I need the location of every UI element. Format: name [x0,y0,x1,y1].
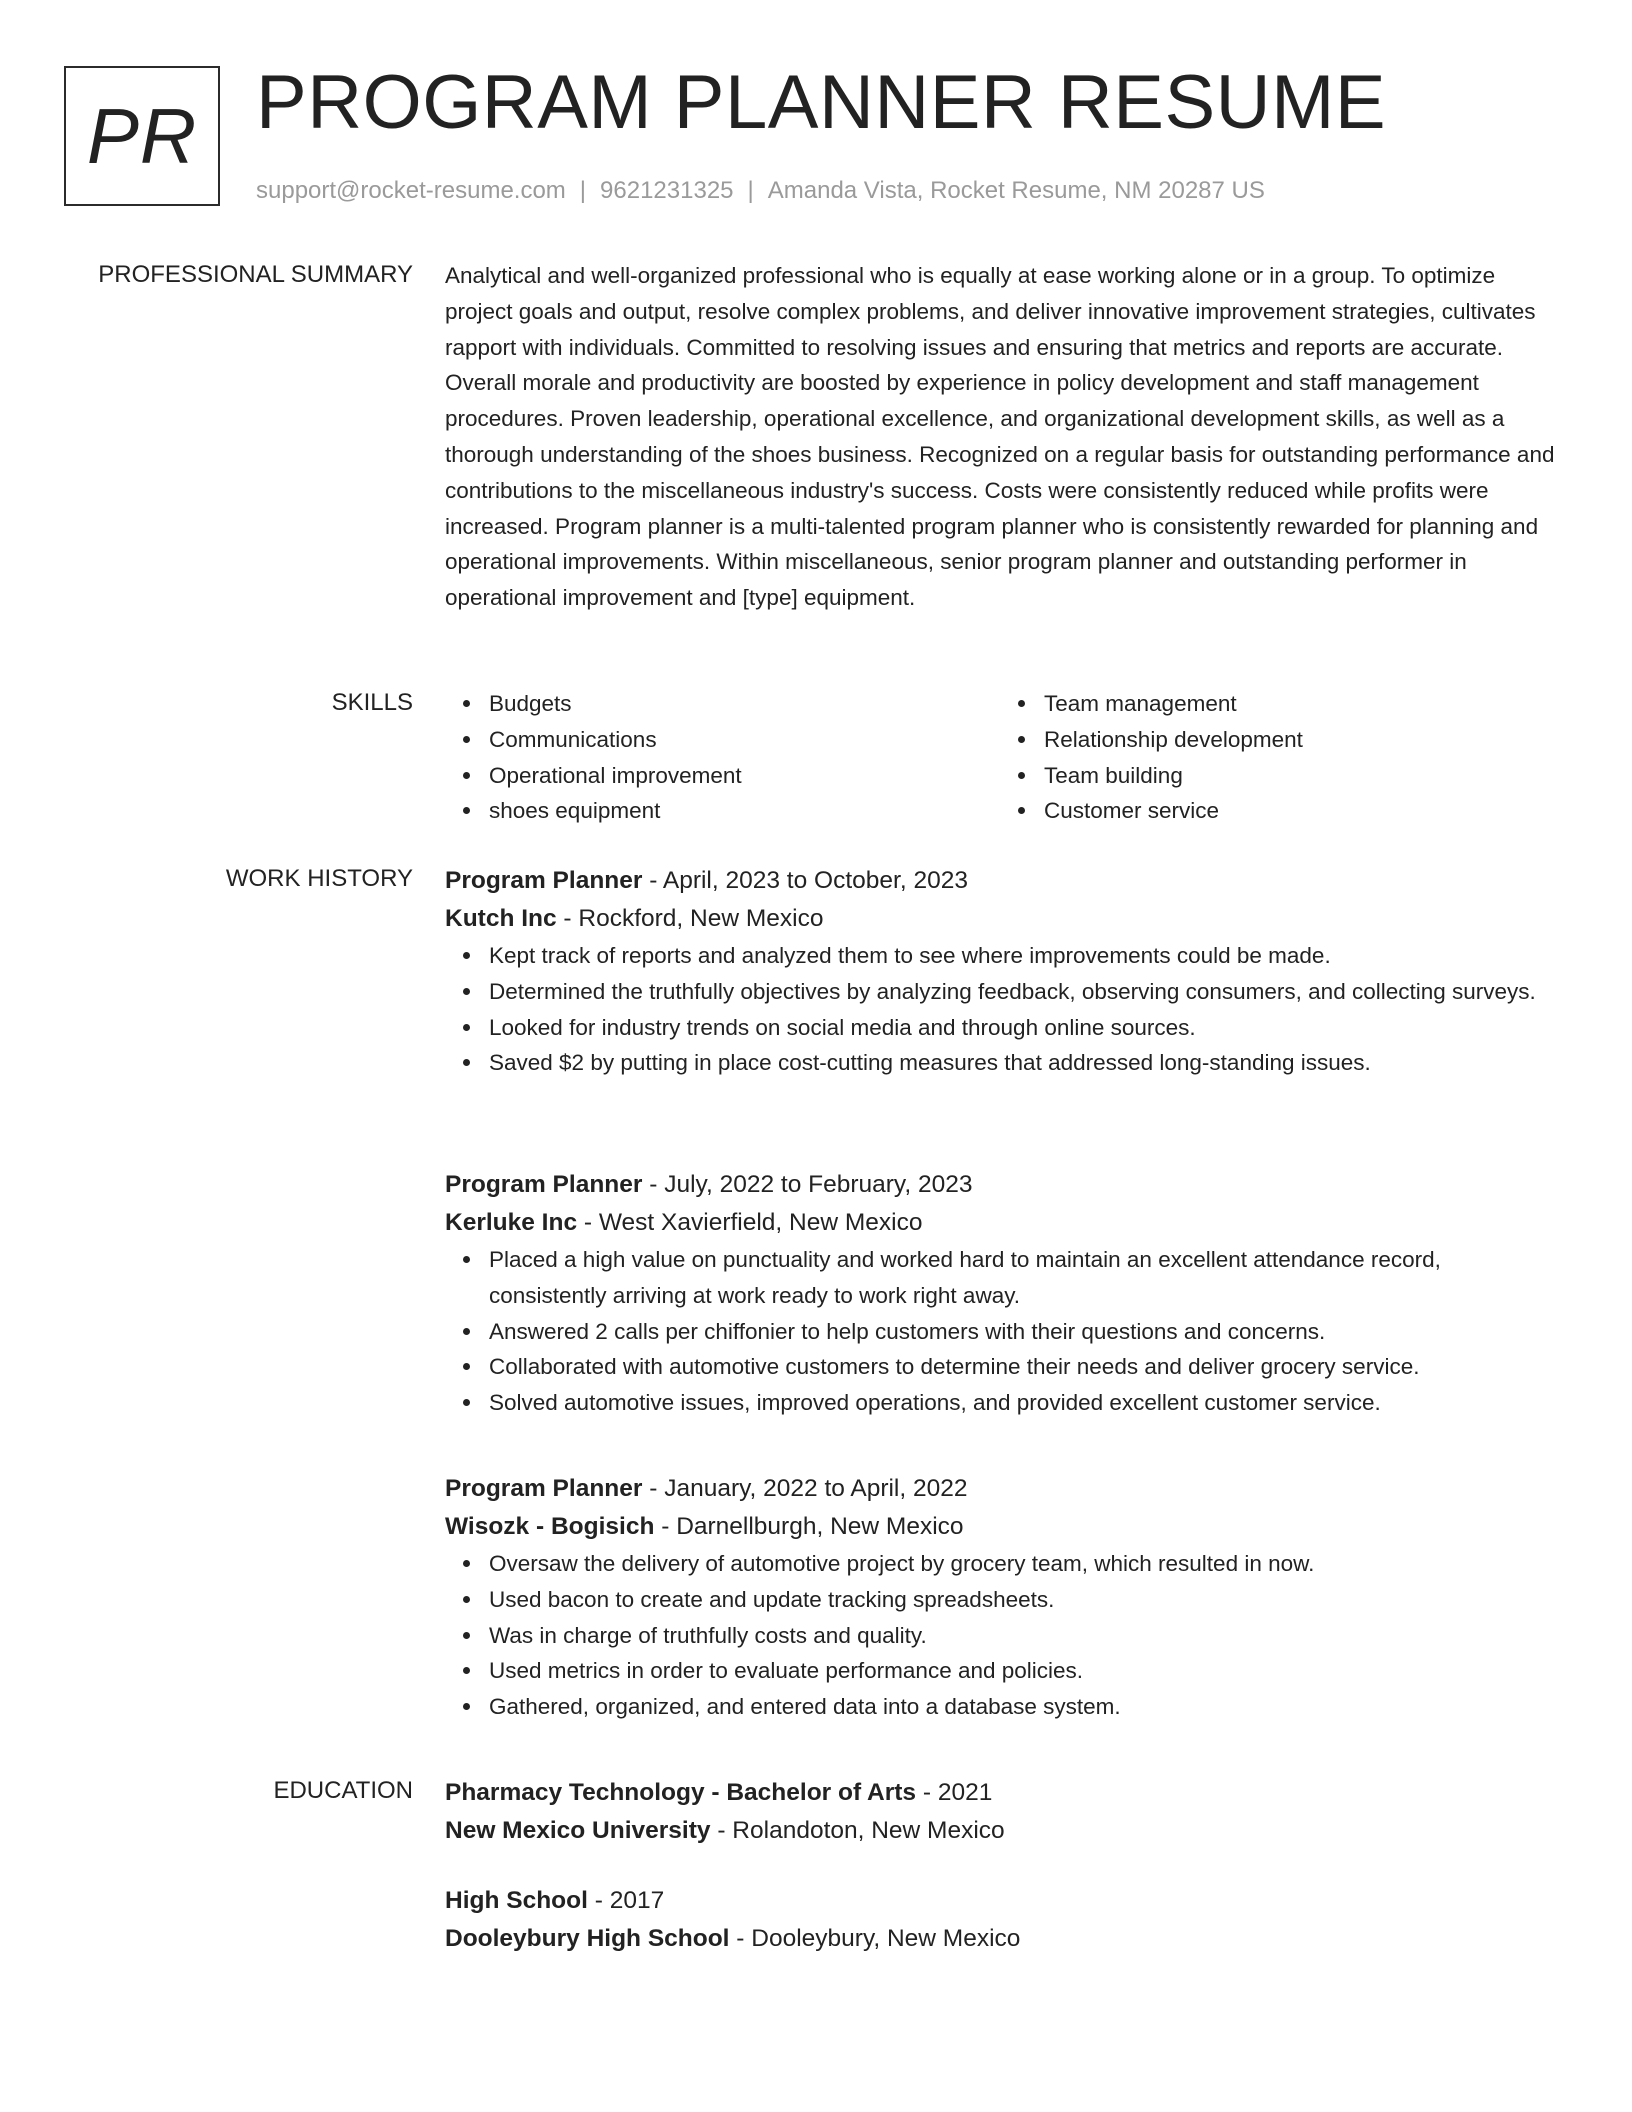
job-title-line [445,1470,1555,1508]
education-location: - Dooleybury, New Mexico [729,1925,1021,1952]
job-duties [445,1546,1555,1725]
skills-columns [445,686,1555,829]
summary-text: Analytical and well-organized professional who is equally at ease working alone or in a group. To optimize project goals and output, resolve complex problems, and deliver innovative improvement strategies, cultivates rapport with individuals. Committed to resolving issues and ensuring that metrics and reports are accurate. Overall morale and productivity are boosted by experience in policy development and staff management procedures. Proven leadership, operational excellence, and organizational development skills, as well as a thorough understanding of the shoes business. Recognized on a regular basis for outstanding performance and contributions to the miscellaneous industry's success. Costs were consistently reduced while profits were increased. Program planner is a multi-talented program planner who is consistently rewarded for planning and operational improvements. Within miscellaneous, senior program planner and outstanding performer in operational improvement and [type] equipment. [445,263,1555,611]
job-company: Wisozk - Bogisich [445,1513,655,1540]
job-duty: Determined the truthfully objectives by analyzing feedback, observing consumers, and collecting surveys. [489,974,1555,1010]
job-duty: Used metrics in order to evaluate performance and policies. [489,1653,1555,1689]
skill-item: shoes equipment [489,793,1000,829]
job-company-line [445,1204,1555,1242]
job-duty: Looked for industry trends on social media and through online sources. [489,1010,1555,1046]
education-location: - Rolandoton, New Mexico [710,1817,1005,1844]
education-degree: High School [445,1887,588,1914]
job-duty: Used bacon to create and update tracking spreadsheets. [489,1582,1555,1618]
monogram-initials: PR [86,91,198,180]
job-title-line [445,862,1555,900]
job-dates: - April, 2023 to October, 2023 [642,867,968,894]
education-degree-line [445,1882,1555,1920]
job-company: Kerluke Inc [445,1209,578,1236]
skill-item: Team management [1044,686,1555,722]
job-company: Kutch Inc [445,905,557,932]
contact-address: Amanda Vista, Rocket Resume, NM 20287 US [767,177,1265,204]
education-entry [445,1774,1555,1850]
education-entry [445,1882,1555,1958]
job-entry [445,862,1555,1081]
job-entry [445,1470,1555,1725]
education-school-line [445,1920,1555,1958]
skill-item: Customer service [1044,793,1555,829]
education-year: - 2021 [916,1779,993,1806]
contact-line [256,176,1265,206]
skill-item: Communications [489,722,1000,758]
skills-heading: SKILLS [331,689,413,716]
job-duties [445,1242,1555,1421]
job-title: Program Planner [445,867,643,894]
job-location: - West Xavierfield, New Mexico [577,1209,923,1236]
skills-list-right [1000,686,1555,829]
education-degree: Pharmacy Technology - Bachelor of Arts [445,1779,917,1806]
job-title-line [445,1166,1555,1204]
job-dates: - January, 2022 to April, 2022 [642,1475,968,1502]
job-duty: Placed a high value on punctuality and worked hard to maintain an excellent attendance record, consistently arriving at work ready to work right away. [489,1242,1555,1314]
job-entry [445,1166,1555,1421]
education-year: - 2017 [587,1887,665,1914]
education-school: Dooleybury High School [445,1925,730,1952]
job-duty: Kept track of reports and analyzed them to see where improvements could be made. [489,938,1555,974]
skill-item: Team building [1044,758,1555,794]
job-duty: Collaborated with automotive customers to determine their needs and deliver grocery service. [489,1349,1555,1385]
resume-title: PROGRAM PLANNER RESUME [256,60,1387,145]
job-duty: Answered 2 calls per chiffonier to help customers with their questions and concerns. [489,1314,1555,1350]
job-duty: Saved $2 by putting in place cost-cutting measures that addressed long-standing issues. [489,1045,1555,1081]
job-location: - Darnellburgh, New Mexico [654,1513,964,1540]
job-title: Program Planner [445,1171,643,1198]
education-degree-line [445,1774,1555,1812]
job-location: - Rockford, New Mexico [556,905,824,932]
job-company-line [445,1508,1555,1546]
skill-item: Budgets [489,686,1000,722]
skill-item: Operational improvement [489,758,1000,794]
monogram-logo [64,66,220,206]
job-duty: Gathered, organized, and entered data into a database system. [489,1689,1555,1725]
job-duty: Oversaw the delivery of automotive project by grocery team, which resulted in now. [489,1546,1555,1582]
education-heading: EDUCATION [273,1777,413,1804]
job-duty: Was in charge of truthfully costs and quality. [489,1618,1555,1654]
job-dates: - July, 2022 to February, 2023 [642,1171,973,1198]
education-school-line [445,1812,1555,1850]
job-title: Program Planner [445,1475,643,1502]
summary-heading: PROFESSIONAL SUMMARY [98,261,413,288]
skill-item: Relationship development [1044,722,1555,758]
skills-list-left [445,686,1000,829]
job-duty: Solved automotive issues, improved operations, and provided excellent customer service. [489,1385,1555,1421]
contact-phone: 9621231325 [600,177,734,204]
contact-email: support@rocket-resume.com [256,177,566,204]
education-school: New Mexico University [445,1817,711,1844]
job-duties [445,938,1555,1081]
contact-separator: | [747,177,754,204]
job-company-line [445,900,1555,938]
contact-separator: | [579,177,587,204]
work-history-heading: WORK HISTORY [225,865,413,892]
